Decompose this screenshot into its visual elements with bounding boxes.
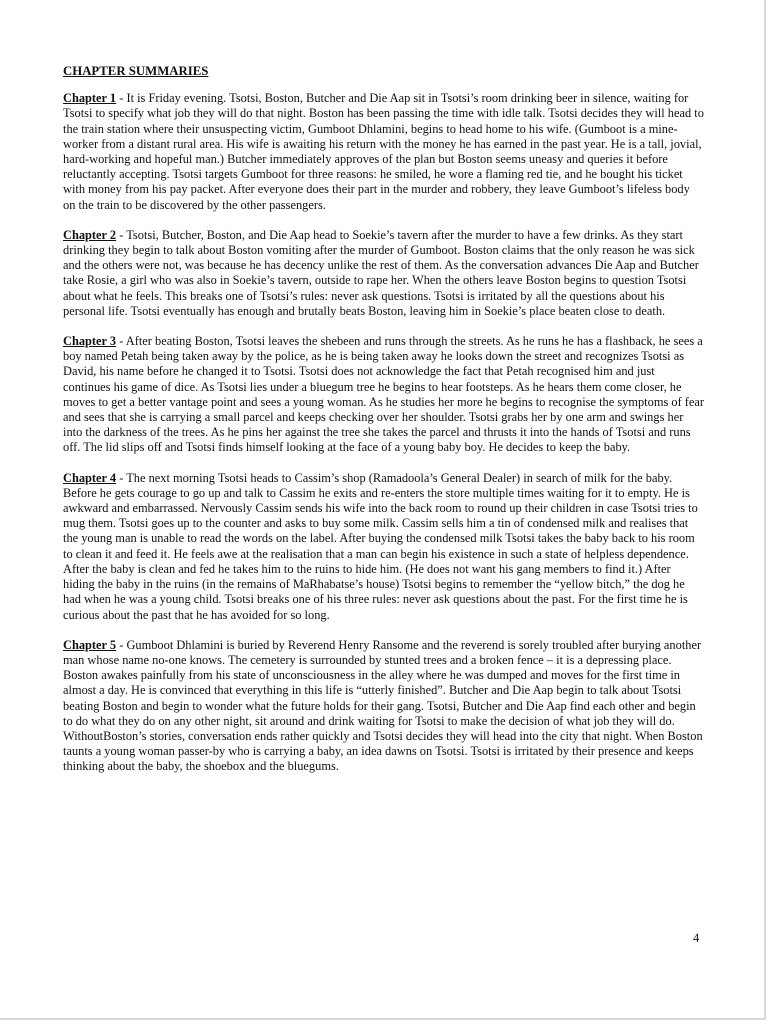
chapter-3-summary <box>63 334 705 456</box>
chapter-4-text: - The next morning Tsotsi heads to Cassim’s shop (Ramadoola’s General Dealer) in search of milk for the baby. Before he gets courage to go up and talk to Cassim he exits and re-enters the store multiple times waiting for it to empty. He is awkward and embarrassed. Nervously Cassim sends his wife into the back room to round up their children in case Tsotsi tries to mug them. Tsotsi goes up to the counter and asks to buy some milk. Cassim sells him a tin of condensed milk and realises that the young man is unable to read the words on the label. After buying the condensed milk Tsotsi takes the baby back to his room to clean it and feed it. He feels awe at the realisation that a man can begin his existence in such a state of helpless dependence. After the baby is clean and fed he takes him to the ruins to hide him. (He does not want his gang members to find it.) After hiding the baby in the ruins (in the remains of MaRhabatse’s house) Tsotsi begins to remember the “yellow bitch,” the dog he had when he was a young child. Tsotsi breaks one of his three rules: never ask questions about the past. For the first time he is curious about the past that he has avoided for so long. <box>63 470 698 622</box>
chapter-2-label: Chapter 2 <box>63 227 117 242</box>
page-content <box>63 64 705 790</box>
chapter-4-label: Chapter 4 <box>63 470 117 485</box>
chapter-3-text: - After beating Boston, Tsotsi leaves the shebeen and runs through the streets. As he runs he has a flashback, he sees a boy named Petah being taken away by the police, as he is being taken away he looks down the street and recognizes Tsotsi as David, his name before he changed it to Tsotsi. Tsotsi does not acknowledge the fact that Petah recognised him and just continues his game of dice. As Tsotsi lies under a bluegum tree he begins to hear footsteps. As he hears them come closer, he moves to get a better vantage point and sees a young woman. As he studies her more he begins to recognise the symptoms of fear and sees that she is carrying a small parcel and keeps checking over her shoulder. Tsotsi grabs her by one arm and swings her into the darkness of the trees. As he pins her against the tree she takes the parcel and thrusts it into the hands of Tsotsi and runs off. The lid slips off and Tsotsi finds himself looking at the face of a young baby boy. He decides to keep the baby. <box>63 334 705 455</box>
page-number: 4 <box>693 931 700 945</box>
chapter-5-text: - Gumboot Dhlamini is buried by Reverend Henry Ransome and the reverend is sorely troubled after burying another man whose name no-one knows. The cemetery is surrounded by stunted trees and a broken fence – it is a depressing place. Boston awakes painfully from his state of unconsciousness in the alley where he was dumped and moves for the first time in almost a day. He is convinced that everything in this life is “utterly finished”. Butcher and Die Aap begin to talk about Tsotsi beating Boston and begin to wonder what the future holds for their gang. Tsotsi, Butcher and Die Aap find each other and begin to do what they do on any other night, sit around and drink waiting for Tsotsi to make the decision of what job they will do. WithoutBoston’s stories, conversation ends rather quickly and Tsotsi decides they will head into the city that night. When Boston taunts a young woman passer-by who is carrying a baby, an idea dawns on Tsotsi. Tsotsi is irritated by their presence and keeps thinking about the baby, the shoebox and the bluegums. <box>63 637 703 774</box>
chapter-1-label: Chapter 1 <box>63 91 117 106</box>
page-heading: CHAPTER SUMMARIES <box>63 64 209 78</box>
chapter-5-summary <box>63 638 705 775</box>
chapter-4-summary <box>63 471 705 623</box>
chapter-5-label: Chapter 5 <box>63 637 117 652</box>
chapter-2-summary <box>63 228 705 319</box>
chapter-1-text: - It is Friday evening. Tsotsi, Boston, Butcher and Die Aap sit in Tsotsi’s room drinking beer in silence, waiting for Tsotsi to specify what job they will do that night. Boston has been passing the time with idle talk. Tsotsi decides they will head to the train station where their unsuspecting victim, Gumboot Dhlamini, begins to head home to his wife. (Gumboot is a mine-worker from a distant rural area. His wife is awaiting his return with the money he has earned in the past year. He is a tall, jovial, hard-working and hopeful man.) Butcher immediately approves of the plan but Boston seems uneasy and queries it before reluctantly accepting. Tsotsi targets Gumboot for three reasons: he smiled, he wore a flaming red tie, and he bought his ticket with money from his pay packet. After everyone does their part in the murder and robbery, they leave Gumboot’s lifeless body on the train to be discovered by the other passengers. <box>63 91 704 212</box>
chapter-3-label: Chapter 3 <box>63 334 117 349</box>
chapter-2-text: - Tsotsi, Butcher, Boston, and Die Aap head to Soekie’s tavern after the murder to have a few drinks. As they start drinking they begin to talk about Boston vomiting after the murder of Gumboot. Boston claims that the only reason he was sick and the others were not, was because he has decency unlike the rest of them. As the conversation advances Die Aap and Butcher take Rosie, a girl who was also in Soekie’s tavern, outside to rape her. When the others leave Boston begins to question Tsotsi about what he feels. This breaks one of Tsotsi’s rules: never ask questions. Tsotsi is irritated by all the questions about his personal life. Tsotsi eventually has enough and brutally beats Boston, leaving him in Soekie’s place beaten close to death. <box>63 227 699 318</box>
chapter-1-summary <box>63 91 705 213</box>
